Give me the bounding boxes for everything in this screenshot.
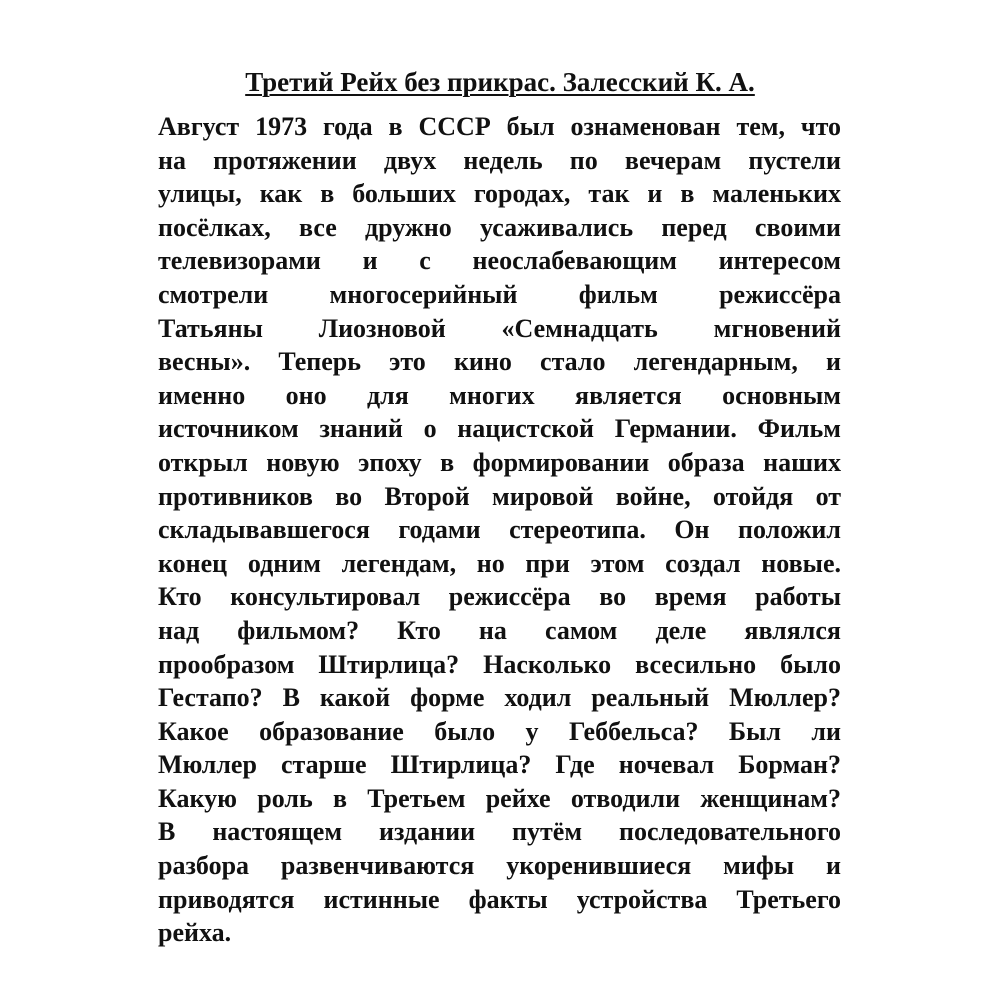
body-line: складывавшегося годами стереотипа. Он положил bbox=[158, 515, 841, 545]
body-line: на протяжении двух недель по вечерам пустели bbox=[158, 145, 841, 175]
body-line: конец одним легендам, но при этом создал новые. bbox=[158, 548, 841, 578]
body-line: именно оно для многих является основным bbox=[158, 380, 841, 410]
document-body bbox=[158, 110, 841, 950]
body-line: прообразом Штирлица? Насколько всесильно было bbox=[158, 649, 841, 679]
document-title bbox=[0, 64, 1000, 100]
body-line: разбора развенчиваются укоренившиеся мифы и bbox=[158, 851, 841, 881]
body-line: Татьяны Лиозновой «Семнадцать мгновений bbox=[158, 313, 841, 343]
body-line: Кто консультировал режиссёра во время работы bbox=[158, 582, 841, 612]
body-line: Какое образование было у Геббельса? Был ли bbox=[158, 716, 841, 746]
body-line: улицы, как в больших городах, так и в маленьких bbox=[158, 179, 841, 209]
body-line: Какую роль в Третьем рейхе отводили женщинам? bbox=[158, 783, 841, 813]
body-line: источником знаний о нацистской Германии. Фильм bbox=[158, 414, 841, 444]
body-line: смотрели многосерийный фильм режиссёра bbox=[158, 279, 841, 309]
body-line: над фильмом? Кто на самом деле являлся bbox=[158, 615, 841, 645]
body-line: весны». Теперь это кино стало легендарным, и bbox=[158, 347, 841, 377]
body-line: Мюллер старше Штирлица? Где ночевал Борман? bbox=[158, 750, 841, 780]
body-line: рейха. bbox=[158, 918, 232, 948]
document-title-text: Третий Рейх без прикрас. Залесский К. А. bbox=[245, 67, 755, 97]
body-line: открыл новую эпоху в формировании образа наших bbox=[158, 447, 841, 477]
body-line: приводятся истинные факты устройства Третьего bbox=[158, 884, 841, 914]
body-line: Гестапо? В какой форме ходил реальный Мюллер? bbox=[158, 683, 841, 713]
body-line: Август 1973 года в СССР был ознаменован тем, что bbox=[158, 112, 841, 141]
body-line: противников во Второй мировой войне, отойдя от bbox=[158, 481, 841, 511]
body-line: В настоящем издании путём последовательного bbox=[158, 817, 841, 847]
body-line: посёлках, все дружно усаживались перед своими bbox=[158, 212, 841, 242]
body-line: телевизорами и с неослабевающим интересом bbox=[158, 246, 841, 276]
